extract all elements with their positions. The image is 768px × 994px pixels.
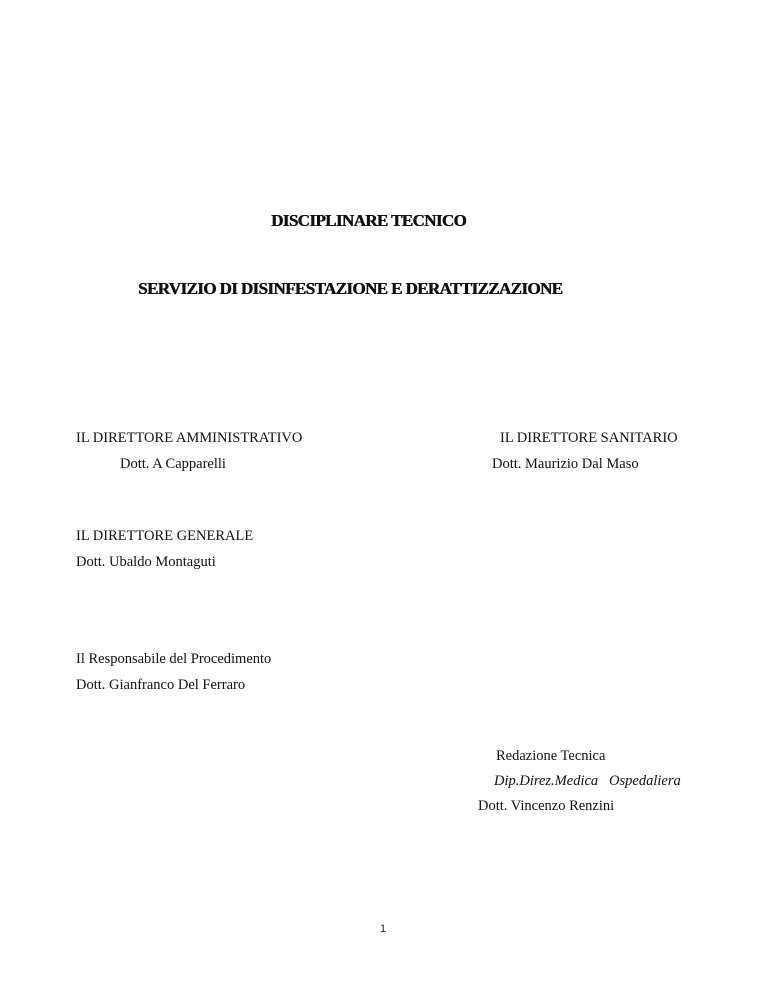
technical-editor-department: Dip.Direz.Medica Ospedaliera xyxy=(494,773,681,789)
admin-director-name: Dott. A Capparelli xyxy=(120,456,226,472)
health-director-role: IL DIRETTORE SANITARIO xyxy=(500,430,678,446)
page-number: 1 xyxy=(380,923,387,935)
technical-editor-name: Dott. Vincenzo Renzini xyxy=(478,798,615,814)
general-director-role: IL DIRETTORE GENERALE xyxy=(76,528,254,544)
technical-editor-role: Redazione Tecnica xyxy=(496,748,606,764)
procedure-manager-role: Il Responsabile del Procedimento xyxy=(76,651,272,667)
admin-director-role: IL DIRETTORE AMMINISTRATIVO xyxy=(76,430,303,446)
health-director-name: Dott. Maurizio Dal Maso xyxy=(492,456,639,472)
document-title: DISCIPLINARE TECNICO xyxy=(271,211,467,230)
procedure-manager-name: Dott. Gianfranco Del Ferraro xyxy=(76,677,246,693)
general-director-name: Dott. Ubaldo Montaguti xyxy=(76,554,216,570)
document-subtitle: SERVIZIO DI DISINFESTAZIONE E DERATTIZZAZIONE xyxy=(138,279,563,298)
